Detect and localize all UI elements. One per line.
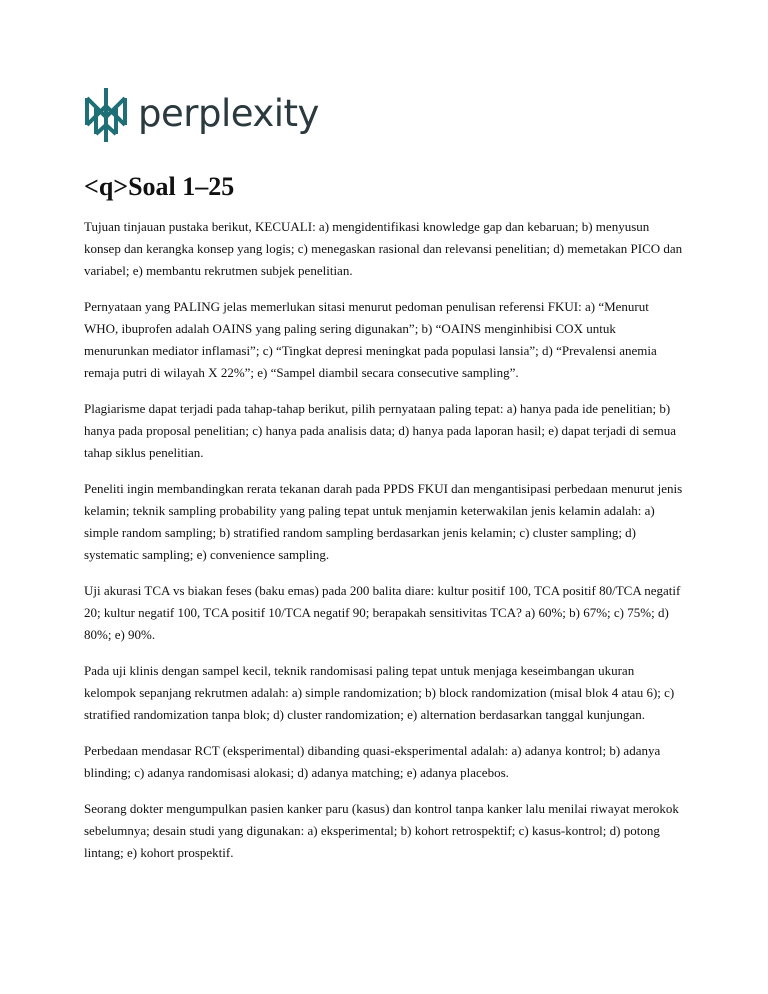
question-paragraph: Pernyataan yang PALING jelas memerlukan sitasi menurut pedoman penulisan referensi FKUI: a) “Menurut WHO, ibuprofen adalah OAINS yang paling sering digunakan”; b) “OAINS menginhibisi COX untuk menurunkan mediator inflamasi”; c) “Tingkat depresi meningkat pada populasi lansia”; d) “Prevalensi anemia remaja putri di wilayah X 22%”; e) “Sampel diambil secara consecutive sampling”. (84, 298, 657, 380)
question-paragraph: Pada uji klinis dengan sampel kecil, teknik randomisasi paling tepat untuk menjaga keseimbangan ukuran kelompok sepanjang rekrutmen adalah: a) simple randomization; b) block randomization (misal blok 4 atau 6); c) stratified randomization tanpa blok; d) cluster randomization; e) alternation berdasarkan tanggal kunjungan. (84, 662, 675, 722)
brand-name: perplexity (138, 91, 319, 135)
question-paragraph: Uji akurasi TCA vs biakan feses (baku emas) pada 200 balita diare: kultur positif 100, TCA positif 80/TCA negatif 20; kultur negatif 100, TCA positif 10/TCA negatif 90; berapakah sensitivitas TCA? a) 60%; b) 67%; c) 75%; d) 80%; e) 90%. (84, 582, 681, 642)
page-title: <q>Soal 1–25 (84, 172, 235, 201)
perplexity-logo (84, 86, 684, 144)
perplexity-logo-icon (84, 86, 128, 144)
question-paragraph: Seorang dokter mengumpulkan pasien kanker paru (kasus) dan kontrol tanpa kanker lalu menilai riwayat merokok sebelumnya; desain studi yang digunakan: a) eksperimental; b) kohort retrospektif; c) kasus-kontrol; d) potong lintang; e) kohort prospektif. (84, 800, 679, 860)
document-page (84, 86, 684, 878)
question-paragraph: Peneliti ingin membandingkan rerata tekanan darah pada PPDS FKUI dan mengantisipasi perbedaan menurut jenis kelamin; teknik sampling probability yang paling tepat untuk menjamin keterwakilan jenis kelamin adalah: a) simple random sampling; b) stratified random sampling berdasarkan jenis kelamin; c) cluster sampling; d) systematic sampling; e) convenience sampling. (84, 480, 683, 562)
question-paragraph: Perbedaan mendasar RCT (eksperimental) dibanding quasi-eksperimental adalah: a) adanya kontrol; b) adanya blinding; c) adanya randomisasi alokasi; d) adanya matching; e) adanya placebos. (84, 742, 661, 780)
question-paragraph: Plagiarisme dapat terjadi pada tahap-tahap berikut, pilih pernyataan paling tepat: a) hanya pada ide penelitian; b) hanya pada proposal penelitian; c) hanya pada analisis data; d) hanya pada laporan hasil; e) dapat terjadi di semua tahap siklus penelitian. (84, 400, 676, 460)
question-paragraph: Tujuan tinjauan pustaka berikut, KECUALI: a) mengidentifikasi knowledge gap dan kebaruan; b) menyusun konsep dan kerangka konsep yang logis; c) menegaskan rasional dan relevansi penelitian; d) memetakan PICO dan variabel; e) membantu rekrutmen subjek penelitian. (84, 218, 683, 278)
